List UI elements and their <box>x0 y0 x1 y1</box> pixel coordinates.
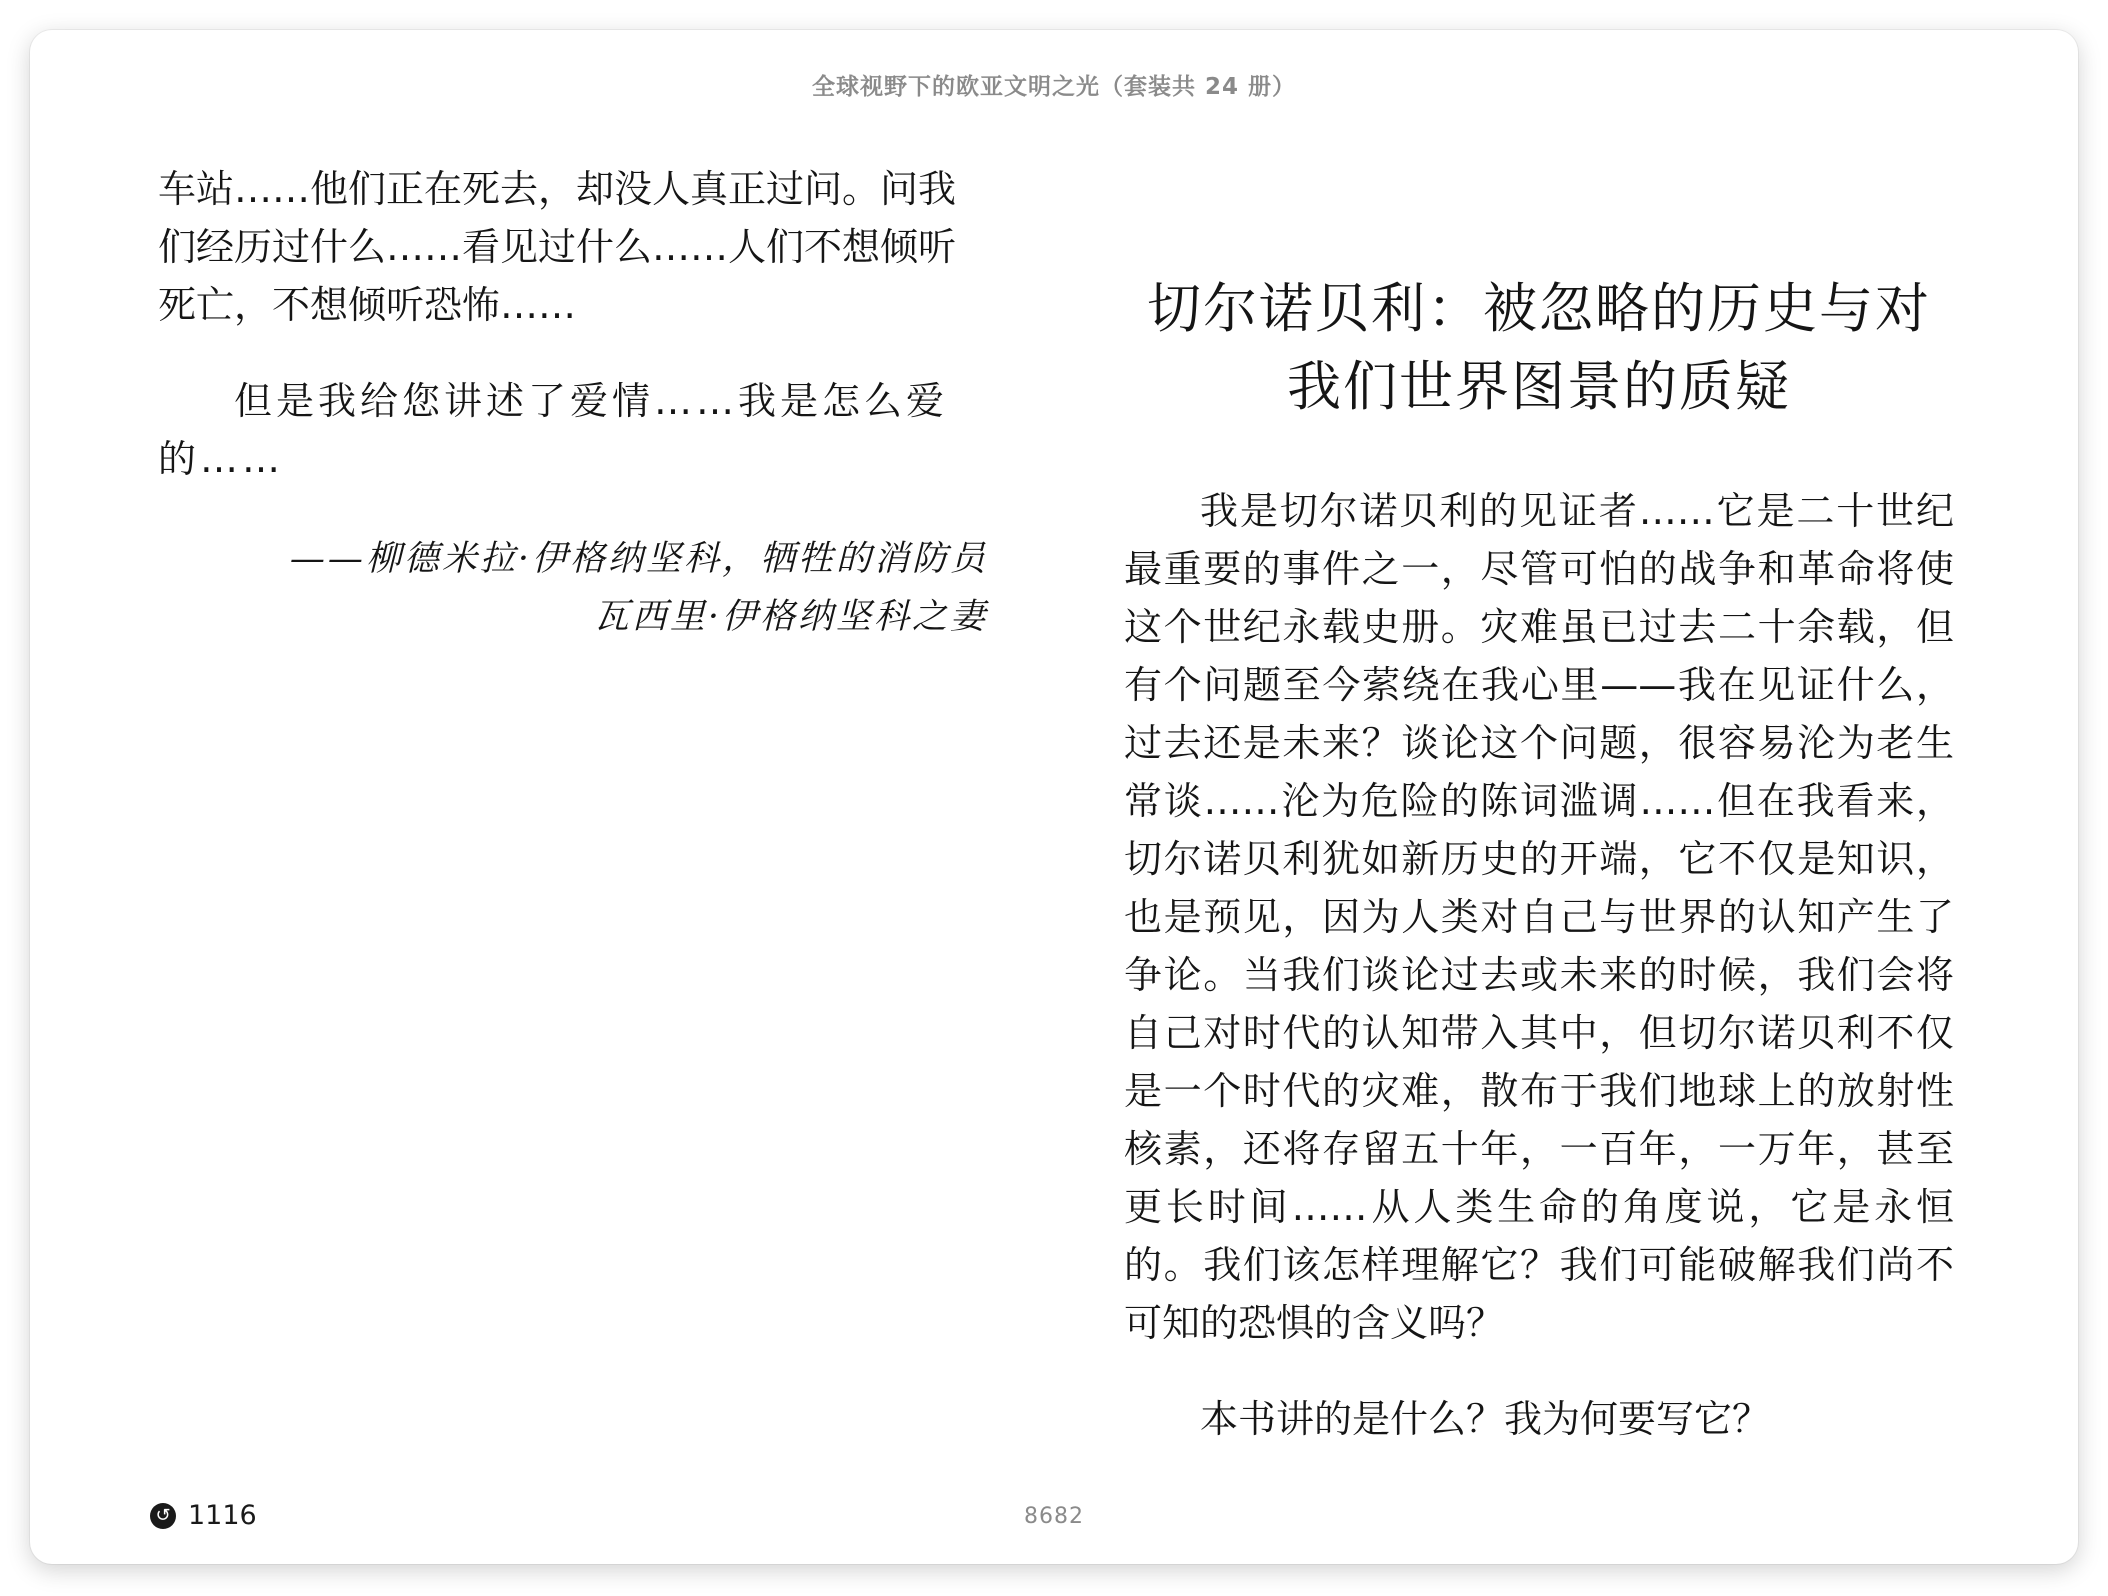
book-title: 全球视野下的欧亚文明之光（套装共 24 册） <box>811 74 1297 100</box>
chapter-title: 切尔诺贝利：被忽略的历史与对我们世界图景的质疑 <box>1147 277 1931 418</box>
return-arrow-icon: ↺ <box>150 1503 176 1529</box>
reader-window <box>30 30 2078 1564</box>
back-location-count: 1116 <box>188 1500 257 1531</box>
left-paragraph-1: 车站……他们正在死去，却没人真正过问。问我们经历过什么……看见过什么……人们不想倾听死亡，不想倾听恐怖…… <box>158 167 957 327</box>
attribution-line-2: 瓦西里·伊格纳坚科之妻 <box>593 597 988 637</box>
page-number: 8682 <box>1024 1504 1084 1529</box>
right-paragraph-1: 我是切尔诺贝利的见证者……它是二十世纪最重要的事件之一，尽管可怕的战争和革命将使这个世纪永载史册。灾难虽已过去二十余载，但有个问题至今萦绕在我心里——我在见证什么，过去还是未来？谈论这个问题，很容易沦为老生常谈……沦为危险的陈词滥调……但在我看来，切尔诺贝利犹如新历史的开端，它不仅是知识，也是预见，因为人类对自己与世界的认知产生了争论。当我们谈论过去或未来的时候，我们会将自己对时代的认知带入其中，但切尔诺贝利不仅是一个时代的灾难，散布于我们地球上的放射性核素，还将存留五十年，一百年，一万年，甚至更长时间……从人类生命的角度说，它是永恒的。我们该怎样理解它？我们可能破解我们尚不可知的恐惧的含义吗？ <box>1124 489 1954 1345</box>
quote-attribution <box>158 530 988 646</box>
left-paragraph-2: 但是我给您讲述了爱情……我是怎么爱的…… <box>158 379 949 481</box>
right-paragraph-2: 本书讲的是什么？我为何要写它？ <box>1200 1397 1771 1441</box>
attribution-line-1: ——柳德米拉·伊格纳坚科，牺牲的消防员 <box>289 539 988 579</box>
